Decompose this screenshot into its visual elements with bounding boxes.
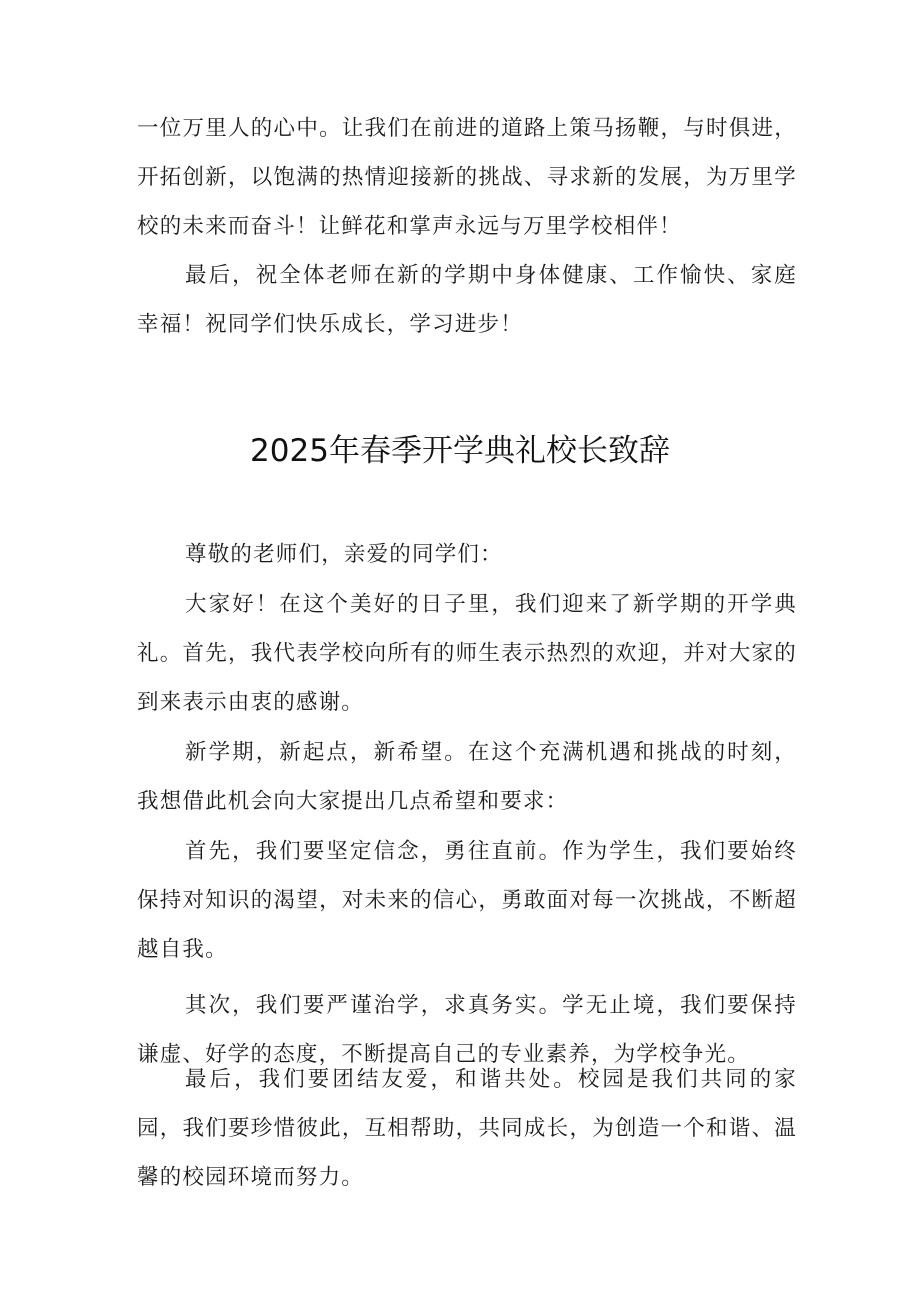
paragraph-continued-ending: 一位万里人的心中。让我们在前进的道路上策马扬鞭，与时俱进，开拓创新，以饱满的热情迎接新的挑战、寻求新的发展，为万里学校的未来而奋斗！让鲜花和掌声永远与万里学校相伴！ [137, 116, 797, 239]
paragraph-first-point: 首先，我们要坚定信念，勇往直前。作为学生，我们要始终保持对知识的渴望，对未来的信心，勇敢面对每一次挑战，不断超越自我。 [137, 839, 797, 962]
paragraph-third-point: 最后，我们要团结友爱，和谐共处。校园是我们共同的家园，我们要珍惜彼此，互相帮助，共同成长，为创造一个和谐、温馨的校园环境而努力。 [137, 1067, 797, 1190]
paragraph-new-semester: 新学期，新起点，新希望。在这个充满机遇和挑战的时刻，我想借此机会向大家提出几点希望和要求： [137, 740, 797, 814]
paragraph-closing-wishes: 最后，祝全体老师在新的学期中身体健康、工作愉快、家庭幸福！祝同学们快乐成长，学习进步！ [137, 263, 797, 337]
document-title: 2025年春季开学典礼校长致辞 [250, 433, 670, 469]
paragraph-salutation: 尊敬的老师们，亲爱的同学们： [185, 542, 503, 567]
paragraph-second-point: 其次，我们要严谨治学，求真务实。学无止境，我们要保持谦虚、好学的态度，不断提高自己的专业素养，为学校争光。 [137, 993, 797, 1067]
paragraph-greeting: 大家好！在这个美好的日子里，我们迎来了新学期的开学典礼。首先，我代表学校向所有的师生表示热烈的欢迎，并对大家的到来表示由衷的感谢。 [137, 592, 797, 715]
